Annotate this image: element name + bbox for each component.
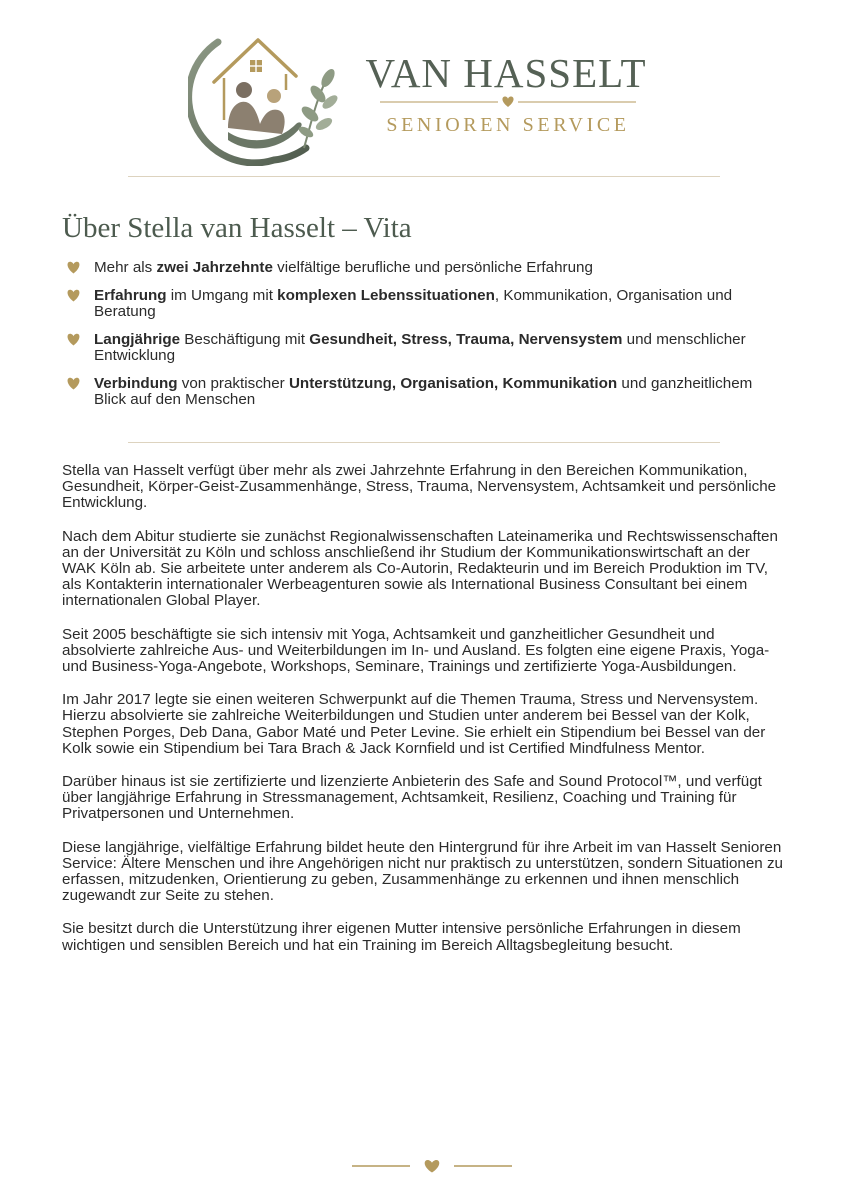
vita-paragraph: Seit 2005 beschäftigte sie sich intensiv mit Yoga, Achtsamkeit und ganzheitlicher Gesundheit und absolvierte zahlreiche Aus- und Weiterbildungen im In- und Ausland. Es folgten eine eigene Praxis, Yoga- und Business-Yoga-Angebote, Workshops, Seminare, Trainings und zertifizierte Yoga-Ausbildungen. bbox=[62, 625, 770, 676]
highlight-text: vielfältige berufliche und persönliche Erfahrung bbox=[272, 259, 593, 276]
vita-paragraph: Diese langjährige, vielfältige Erfahrung bildet heute den Hintergrund für ihre Arbeit im van Hasselt Senioren Service: Ältere Menschen und ihre Angehörigen nicht nur praktisch zu unterstützen, sondern Situationen zu erfassen, mitzudenken, Orientierung zu geben, Zusammenhänge zu erkennen und ihnen menschlich zugewandt zur Seite zu stehen. bbox=[62, 838, 783, 905]
highlight-text: im Umgang mit bbox=[166, 287, 278, 304]
section-divider bbox=[128, 442, 720, 443]
highlight-emphasis: Langjährige bbox=[94, 331, 181, 348]
heart-icon bbox=[502, 96, 513, 107]
page-title: Über Stella van Hasselt – Vita bbox=[62, 212, 412, 244]
highlight-item bbox=[62, 376, 782, 408]
highlight-emphasis: Verbindung bbox=[94, 375, 178, 392]
highlight-text: von praktischer bbox=[177, 375, 289, 392]
brand-name: VAN HASSELT bbox=[365, 50, 647, 96]
vita-paragraph: Sie besitzt durch die Unterstützung ihrer eigenen Mutter intensive persönliche Erfahrungen in diesem wichtigen und sensiblen Bereich und hat ein Training im Bereich Alltagsbegleitung besucht. bbox=[62, 920, 741, 954]
footer-ornament bbox=[352, 1158, 512, 1174]
highlight-emphasis: zwei Jahrzehnte bbox=[156, 259, 273, 276]
highlight-item bbox=[62, 332, 782, 364]
vita-paragraph: Im Jahr 2017 legte sie einen weiteren Schwerpunkt auf die Themen Trauma, Stress und Nervensystem. Hierzu absolvierte sie zahlreiche Weiterbildungen und Studien unter anderem bei Bessel van der Kolk, Stephen Porges, Deb Dana, Gabor Maté und Peter Levine. Sie erhielt ein Stipendium bei Bessel van der Kolk sowie ein Stipendium bei Tara Brach & Jack Kornfield und ist Certified Mindfulness Mentor. bbox=[62, 691, 766, 757]
highlight-emphasis: Erfahrung bbox=[94, 287, 167, 304]
highlight-emphasis: Unterstützung, Organisation, Kommunikation bbox=[288, 375, 618, 392]
heart-icon bbox=[425, 1160, 440, 1173]
highlight-list bbox=[62, 260, 782, 420]
heart-icon bbox=[66, 333, 81, 346]
highlight-text: , Kommunikation, Organisation und Beratung bbox=[94, 287, 733, 320]
heart-icon bbox=[66, 377, 81, 390]
vita-paragraph: Darüber hinaus ist sie zertifizierte und lizenzierte Anbieterin des Safe and Sound Protocol™, und verfügt über langjährige Erfahrung in Stressmanagement, Achtsamkeit, Resilienz, Coaching und Training für Privatpersonen und Unternehmen. bbox=[62, 773, 762, 823]
highlight-emphasis: Gesundheit, Stress, Trauma, Nervensystem bbox=[309, 331, 623, 348]
highlight-text: Mehr als bbox=[94, 259, 157, 276]
highlight-text: Beschäftigung mit bbox=[180, 331, 310, 348]
vita-paragraph: Stella van Hasselt verfügt über mehr als zwei Jahrzehnte Erfahrung in den Bereichen Kommunikation, Gesundheit, Körper-Geist-Zusammenhänge, Stress, Trauma, Nervensystem, Achtsamkeit und persönliche Entwicklung. bbox=[62, 462, 777, 512]
highlight-item bbox=[62, 288, 782, 320]
highlight-text: und ganzheitlichem Blick auf den Menschen bbox=[94, 375, 753, 408]
highlight-text: und menschlicher Entwicklung bbox=[94, 331, 746, 364]
house-family-leaf-logo bbox=[188, 20, 340, 166]
brand-divider bbox=[380, 95, 636, 109]
highlight-emphasis: komplexen Lebenssituationen bbox=[277, 287, 495, 304]
heart-icon bbox=[66, 289, 81, 302]
header-divider bbox=[128, 176, 720, 177]
highlight-item bbox=[62, 260, 782, 276]
brand-subtitle: SENIOREN SERVICE bbox=[386, 114, 630, 136]
vita-body bbox=[62, 463, 788, 971]
heart-icon bbox=[66, 261, 81, 274]
vita-paragraph: Nach dem Abitur studierte sie zunächst Regionalwissenschaften Lateinamerika und Rechtswissenschaften an der Universität zu Köln und schloss anschließend ihr Studium der Kommunikationswirtschaft an der WAK Köln ab. Sie arbeitete unter anderem als Co-Autorin, Redakteurin und im Bereich Produktion im TV, als Kontakterin internationaler Werbeagenturen sowie als International Business Consultant bei einem internationalen Global Player. bbox=[62, 527, 778, 610]
